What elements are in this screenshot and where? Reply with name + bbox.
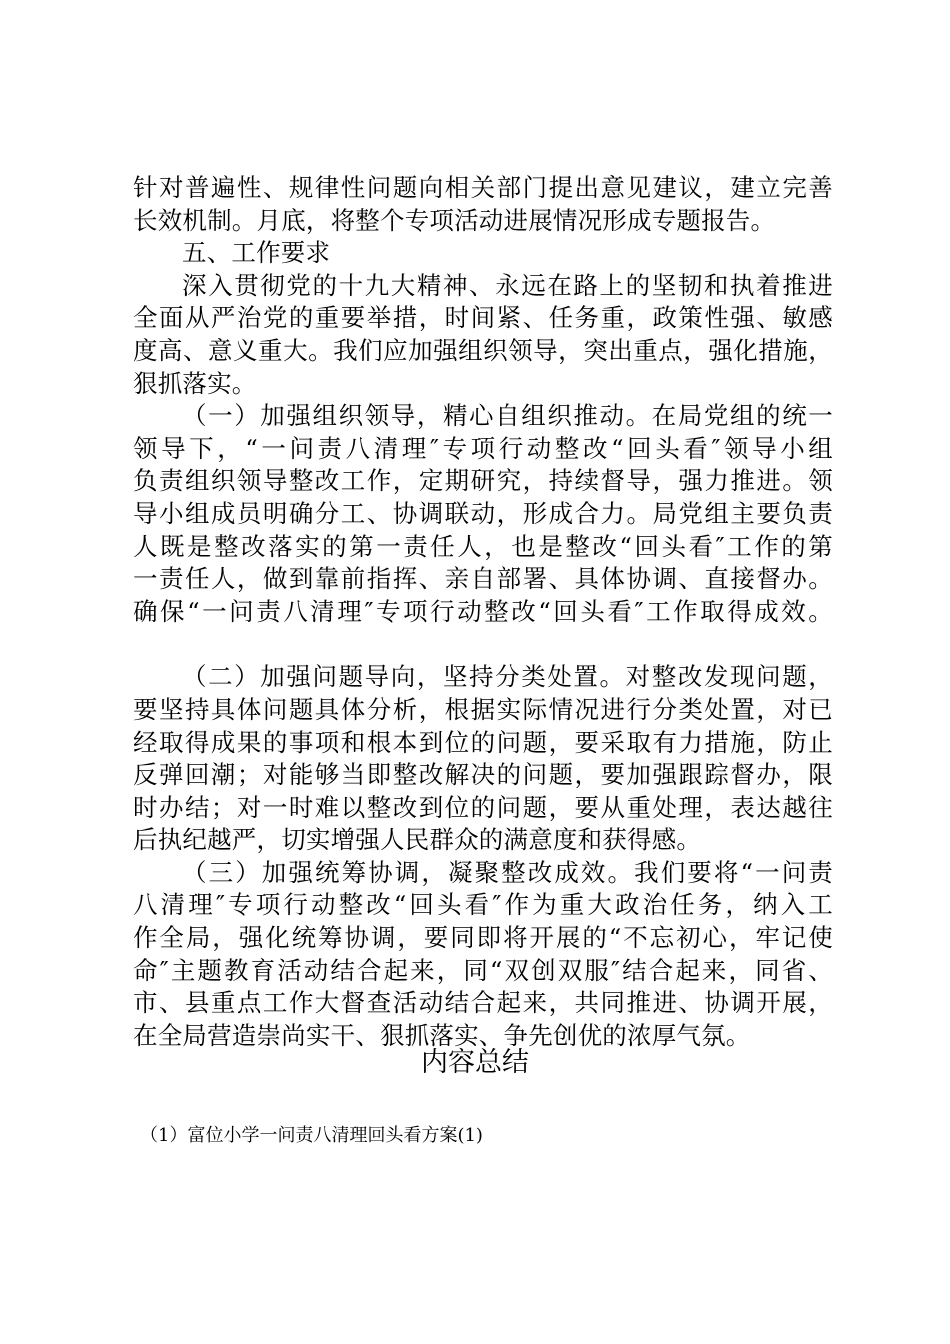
document-body — [133, 172, 833, 1052]
summary-title: 内容总结 — [421, 1047, 529, 1078]
paragraph-line: 一责任人，做到靠前指挥、亲自部署、具体协调、直接督办。 — [133, 564, 833, 594]
summary-item: （1）富位小学一问责八清理回头看方案(1) — [140, 1125, 483, 1146]
paragraph-line: 时办结；对一时难以整改到位的问题，要从重处理，表达越往 — [133, 792, 833, 822]
paragraph-line: 反弹回潮；对能够当即整改解决的问题，要加强跟踪督办，限 — [133, 760, 833, 790]
paragraph-gap — [133, 628, 833, 661]
paragraph-line: 负责组织领导整改工作，定期研究，持续督导，强力推进。领 — [133, 466, 833, 496]
paragraph-line: 针对普遍性、规律性问题向相关部门提出意见建议，建立完善 — [133, 173, 833, 202]
paragraph-line: 领导下，“一问责八清理″专项行动整改“回头看″领导小组 — [133, 433, 833, 463]
paragraph-line: 在全局营造崇尚实干、狠抓落实、争先创优的浓厚气氛。 — [133, 1020, 751, 1050]
paragraph-line: （二）加强问题导向，坚持分类处置。对整改发现问题， — [182, 662, 833, 692]
paragraph-line: 全面从严治党的重要举措，时间紧、任务重，政策性强、敏感 — [133, 303, 833, 333]
paragraph-line: 度高、意义重大。我们应加强组织领导，突出重点，强化措施， — [133, 335, 833, 365]
paragraph-line: （一）加强组织领导，精心自组织推动。在局党组的统一 — [182, 401, 833, 431]
paragraph-line: 作全局，强化统筹协调，要同即将开展的“不忘初心，牢记使 — [133, 923, 833, 953]
paragraph-line: 命″主题教育活动结合起来，同“双创双服″结合起来，同省、 — [133, 955, 833, 985]
paragraph-line: 经取得成果的事项和根本到位的问题，要采取有力措施，防止 — [133, 727, 833, 757]
paragraph-line: 要坚持具体问题具体分析，根据实际情况进行分类处置，对已 — [133, 694, 833, 724]
paragraph-line: 后执纪越严，切实增强人民群众的满意度和获得感。 — [133, 825, 702, 855]
paragraph-line: （三）加强统筹协调，凝聚整改成效。我们要将“一问责 — [182, 857, 833, 887]
paragraph-line: 长效机制。月底，将整个专项活动进展情况形成专题报告。 — [133, 205, 776, 235]
section-heading: 五、工作要求 — [182, 238, 331, 268]
paragraph-line: 人既是整改落实的第一责任人，也是整改“回头看″工作的第 — [133, 531, 833, 561]
paragraph-line: 导小组成员明确分工、协调联动，形成合力。局党组主要负责 — [133, 498, 833, 528]
paragraph-line: 市、县重点工作大督查活动结合起来，共同推进、协调开展， — [133, 988, 833, 1018]
paragraph-line: 深入贯彻党的十九大精神、永远在路上的坚韧和执着推进 — [182, 270, 833, 300]
paragraph-line: 确保“一问责八清理″专项行动整改“回头看″工作取得成效。 — [133, 596, 833, 626]
paragraph-line: 八清理″专项行动整改“回头看″作为重大政治任务，纳入工 — [133, 890, 833, 920]
paragraph-line: 狠抓落实。 — [133, 368, 257, 398]
